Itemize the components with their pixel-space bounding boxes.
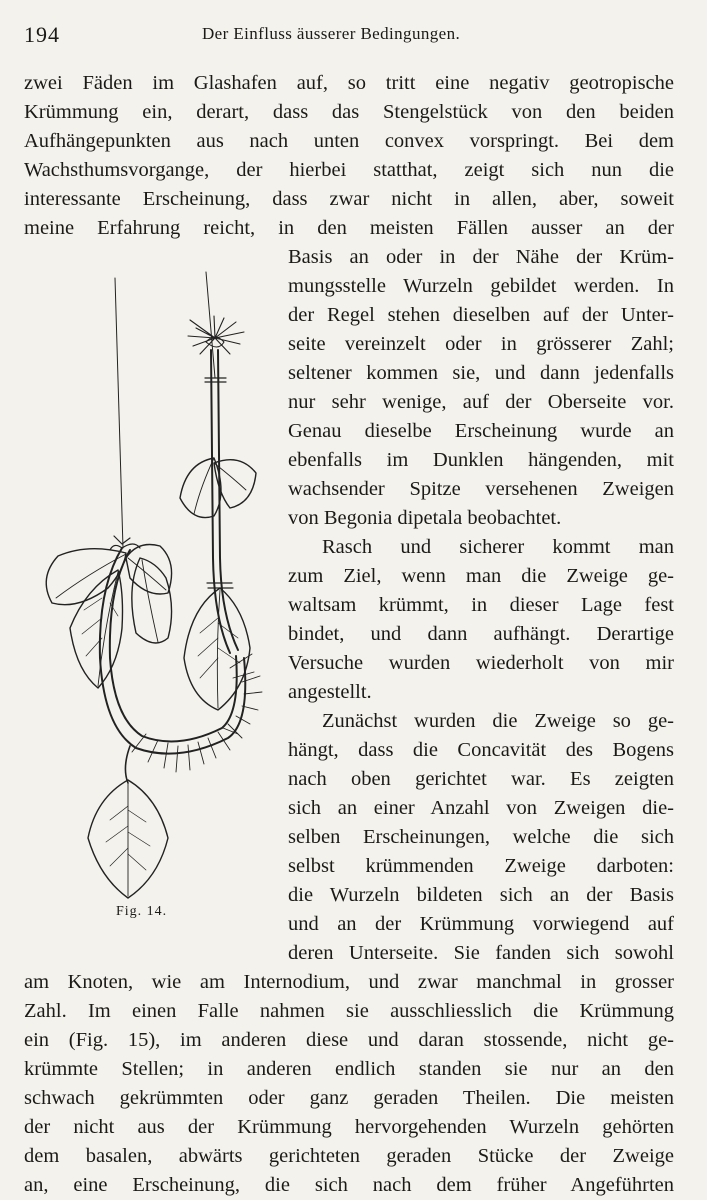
text-line: Versuche wurden wiederholt von mir bbox=[288, 652, 674, 674]
text-line: mungsstelle Wurzeln gebildet werden. In bbox=[288, 275, 674, 297]
text-line: Zunächst wurden die Zweige so ge- bbox=[322, 710, 674, 732]
text-line: nach oben gerichtet war. Es zeigten bbox=[288, 768, 674, 790]
text-line: von Begonia dipetala beobachtet. bbox=[288, 507, 562, 529]
text-line: sich an einer Anzahl von Zweigen die- bbox=[288, 797, 674, 819]
text-line: und an der Krümmung vorwiegend auf bbox=[288, 913, 674, 935]
text-line: selbst krümmenden Zweige darboten: bbox=[288, 855, 674, 877]
text-line: seltener kommen sie, und dann jedenfalls bbox=[288, 362, 674, 384]
suspension-thread bbox=[115, 278, 123, 548]
text-line: schwach gekrümmten oder ganz geraden Theilen. Die meisten bbox=[24, 1087, 674, 1109]
text-line: an, eine Erscheinung, die sich nach dem früher Angeführten bbox=[24, 1174, 674, 1196]
page-number: 194 bbox=[24, 22, 60, 47]
text-line: interessante Erscheinung, dass zwar nicht in allen, aber, soweit bbox=[24, 188, 674, 210]
text-line: Zahl. Im einen Falle nahmen sie ausschliesslich die Krümmung bbox=[24, 1000, 674, 1022]
text-line: ebenfalls im Dunklen hängenden, mit bbox=[288, 449, 674, 471]
text-line: Wachsthumsvorgange, der hierbei statthat, zeigt sich nun die bbox=[24, 159, 674, 181]
text-line: nur sehr wenige, auf der Oberseite vor. bbox=[288, 391, 674, 413]
figure-14-illustration bbox=[18, 258, 280, 908]
text-line: seite vereinzelt oder in grösserer Zahl; bbox=[288, 333, 674, 355]
text-line: zum Ziel, wenn man die Zweige ge- bbox=[288, 565, 674, 587]
text-line: Aufhängepunkten aus nach unten convex vorspringt. Bei dem bbox=[24, 130, 674, 152]
page-header bbox=[24, 18, 683, 54]
text-line: bindet, und dann aufhängt. Derartige bbox=[288, 623, 674, 645]
text-line: am Knoten, wie am Internodium, und zwar manchmal in grosser bbox=[24, 971, 674, 993]
root-rosette bbox=[188, 316, 244, 354]
text-line: waltsam krümmt, in dieser Lage fest bbox=[288, 594, 674, 616]
text-line: selben Erscheinungen, welche die sich bbox=[288, 826, 674, 848]
text-line: wachsender Spitze versehenen Zweigen bbox=[288, 478, 674, 500]
running-title: Der Einfluss äusserer Bedingungen. bbox=[202, 24, 461, 43]
text-line: deren Unterseite. Sie fanden sich sowohl bbox=[288, 942, 674, 964]
text-line: Krümmung ein, derart, dass das Stengelstück von den beiden bbox=[24, 101, 674, 123]
text-line: Genau dieselbe Erscheinung wurde an bbox=[288, 420, 674, 442]
text-line: dem basalen, abwärts gerichteten geraden Stücke der Zweige bbox=[24, 1145, 674, 1167]
text-line: hängt, dass die Concavität des Bogens bbox=[288, 739, 674, 761]
text-line: Basis an oder in der Nähe der Krüm- bbox=[288, 246, 674, 268]
text-line: krümmte Stellen; in anderen endlich standen sie nur an den bbox=[24, 1058, 674, 1080]
figure-caption: Fig. 14. bbox=[116, 904, 168, 919]
text-line: der nicht aus der Krümmung hervorgehenden Wurzeln gehörten bbox=[24, 1116, 674, 1138]
text-line: meine Erfahrung reicht, in den meisten Fällen ausser an der bbox=[24, 217, 674, 239]
text-line: die Wurzeln bildeten sich an der Basis bbox=[288, 884, 674, 906]
text-line: zwei Fäden im Glashafen auf, so tritt eine negativ geotropische bbox=[24, 72, 674, 94]
text-line: der Regel stehen dieselben auf der Unter- bbox=[288, 304, 674, 326]
leaf bbox=[132, 558, 172, 643]
text-line: angestellt. bbox=[288, 681, 372, 703]
text-line: ein (Fig. 15), im anderen diese und daran stossende, nicht ge- bbox=[24, 1029, 674, 1051]
text-line: Rasch und sicherer kommt man bbox=[322, 536, 674, 558]
